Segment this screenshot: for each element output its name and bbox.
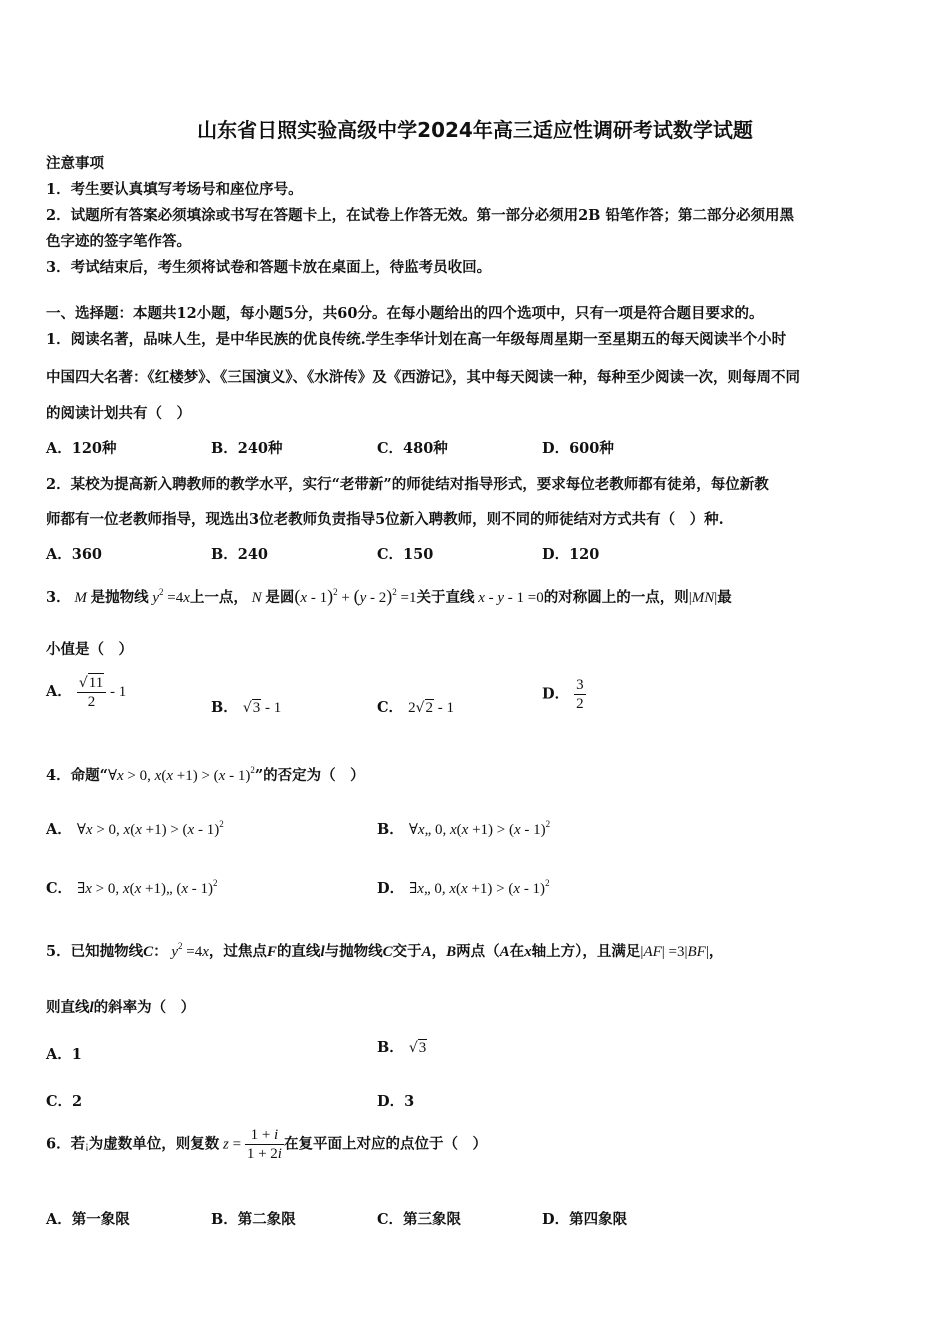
q5-option-c[interactable]: C．2 xyxy=(46,1093,83,1110)
notice-heading: 注意事项 xyxy=(46,155,104,172)
q2-option-d[interactable]: D．120 xyxy=(542,546,600,563)
q4-option-b[interactable]: B． ∀x„ 0, x(x +1) > (x - 1)$^2$ xyxy=(377,819,551,838)
q5-option-b[interactable]: B． √3 xyxy=(377,1039,427,1056)
q6-option-b[interactable]: B．第二象限 xyxy=(211,1211,296,1228)
q3-text: 小值是（ ） xyxy=(46,641,133,658)
q5-option-a[interactable]: A．1 xyxy=(46,1046,82,1063)
q3-text: 3． M 是抛物线 $y^2 =4x$上一点， N 是圆(x - 1)$^2$ + (y - 2)$^2$ =1关于直线 x - y - 1 =0的对称圆上的一点，则|MN|最 xyxy=(46,586,732,606)
notice-item: 1．考生要认真填写考场号和座位序号。 xyxy=(46,181,303,198)
q1-text: 1．阅读名著，品味人生，是中华民族的优良传统.学生李华计划在高一年级每周星期一至星期五的每天阅读半个小时 xyxy=(46,331,787,348)
q1-text: 的阅读计划共有（ ） xyxy=(46,405,191,422)
notice-item: 3．考试结束后，考生须将试卷和答题卡放在桌面上，待监考员收回。 xyxy=(46,259,492,276)
q1-text: 中国四大名著：《红楼梦》、《三国演义》、《水浒传》及《西游记》，其中每天阅读一种，每种至少阅读一次，则每周不同 xyxy=(46,369,800,386)
q1-option-d[interactable]: D．600种 xyxy=(542,440,614,457)
q1-option-c[interactable]: C．480种 xyxy=(377,440,448,457)
page-title: 山东省日照实验高级中学2024年高三适应性调研考试数学试题 xyxy=(197,118,753,142)
q2-text: 2．某校为提高新入聘教师的教学水平，实行“老带新”的师徒结对指导形式，要求每位老教师都有徒弟，每位新教 xyxy=(46,476,769,493)
q4-option-a[interactable]: A． ∀x > 0, x(x +1) > (x - 1)$^2$ xyxy=(46,819,224,838)
q1-option-b[interactable]: B．240种 xyxy=(211,440,283,457)
q4-text: 4．命题“∀x > 0, x(x +1) > (x - 1)$^2$”的否定为（ ） xyxy=(46,765,365,784)
q6-option-c[interactable]: C．第三象限 xyxy=(377,1211,462,1228)
q2-text: 师都有一位老教师指导，现选出3位老教师负责指导5位新入聘教师，则不同的师徒结对方式共有（ ）种. xyxy=(46,511,724,528)
notice-item: 色字迹的签字笔作答。 xyxy=(46,233,191,250)
q2-option-b[interactable]: B．240 xyxy=(211,546,269,563)
q2-option-c[interactable]: C．150 xyxy=(377,546,434,563)
q5-text: 则直线l的斜率为（ ） xyxy=(46,999,196,1016)
q3-option-a[interactable]: A． $\frac{√11}{2}$ - 1 xyxy=(46,675,127,710)
q6-text: 6．若¡为虚数单位，则复数 z = $\frac{1 + i}{1 + 2i}$ 在复平面上对应的点位于（ ） xyxy=(46,1127,487,1162)
q2-option-a[interactable]: A．360 xyxy=(46,546,103,563)
q3-option-b[interactable]: B． √3 - 1 xyxy=(211,699,282,716)
notice-item: 2．试题所有答案必须填涂或书写在答题卡上，在试卷上作答无效。第一部分必须用2B 铅笔作答；第二部分必须用黑 xyxy=(46,207,794,224)
q3-option-d[interactable]: D． $\frac{3}{2}$ xyxy=(542,677,584,712)
q1-option-a[interactable]: A．120种 xyxy=(46,440,117,457)
q6-option-a[interactable]: A．第一象限 xyxy=(46,1211,130,1228)
q4-option-d[interactable]: D． ∃x„ 0, x(x +1) > (x - 1)$^2$ xyxy=(377,878,550,897)
q5-text: 5．已知抛物线C： $y^2 =4x$，过焦点F的直线l与抛物线C交于A，B两点（A在x轴上方），且满足|AF| =3|BF|， xyxy=(46,941,724,960)
q6-option-d[interactable]: D．第四象限 xyxy=(542,1211,628,1228)
q5-option-d[interactable]: D．3 xyxy=(377,1093,415,1110)
section-heading: 一、选择题：本题共12小题，每小题5分，共60分。在每小题给出的四个选项中，只有一项是符合题目要求的。 xyxy=(46,305,764,322)
q3-option-c[interactable]: C． 2√2 - 1 xyxy=(377,699,455,716)
q4-option-c[interactable]: C． ∃x > 0, x(x +1)„ (x - 1)$^2$ xyxy=(46,878,218,897)
